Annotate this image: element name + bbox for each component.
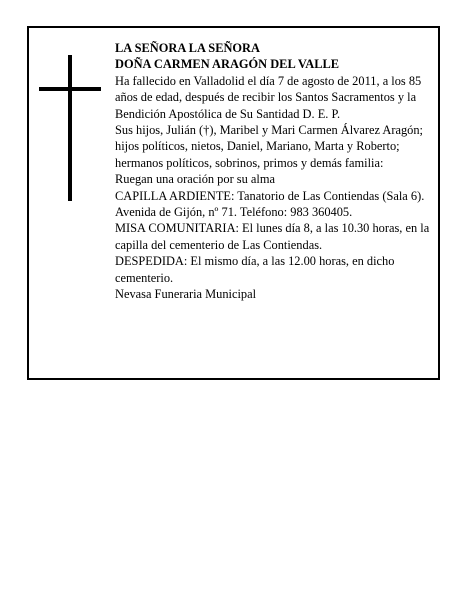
cross-vertical-bar	[68, 55, 72, 201]
prayer-request: Ruegan una oración por su alma	[115, 172, 275, 187]
cross-icon	[39, 55, 101, 201]
family-members: Sus hijos, Julián (†), Maribel y Mari Carmen Álvarez Aragón; hijos políticos, nietos, Daniel, Mariano, Marta y Roberto; hermanos políticos, sobrinos, primos y demás familia:	[115, 123, 423, 170]
deceased-name: DOÑA CARMEN ARAGÓN DEL VALLE	[115, 57, 339, 72]
notice-body	[115, 40, 433, 303]
cross-horizontal-bar	[39, 87, 101, 91]
notice-title-line-1: LA SEÑORA LA SEÑORA	[115, 41, 260, 55]
funeral-chapel-info: CAPILLA ARDIENTE: Tanatorio de Las Contiendas (Sala 6). Avenida de Gijón, nº 71. Teléfono: 983 360405.	[115, 188, 425, 220]
community-mass-info: MISA COMUNITARIA: El lunes día 8, a las 10.30 horas, en la capilla del cementerio de Las Contiendas.	[115, 221, 430, 252]
farewell-info: DESPEDIDA: El mismo día, a las 12.00 horas, en dicho cementerio.	[115, 254, 395, 285]
death-announcement: Ha fallecido en Valladolid el día 7 de agosto de 2011, a los 85 años de edad, después de recibir los Santos Sacramentos y la Bendición Apostólica de Su Santidad D. E. P.	[115, 73, 422, 121]
obituary-notice	[27, 26, 440, 380]
funeral-home-name: Nevasa Funeraria Municipal	[115, 287, 257, 302]
